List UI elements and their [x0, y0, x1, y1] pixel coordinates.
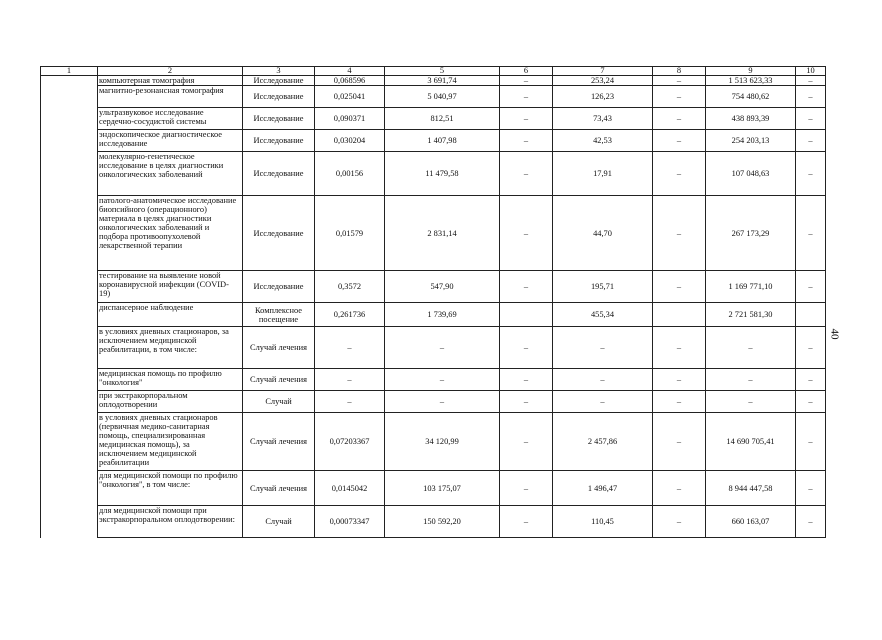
- value-cell-c5: –: [385, 391, 500, 413]
- value-cell-c8: –: [653, 108, 706, 130]
- value-cell-c10: –: [796, 130, 826, 152]
- value-cell-c7: 2 457,86: [553, 413, 653, 471]
- value-cell-c4: 0,3572: [315, 271, 385, 303]
- value-cell-c5: 103 175,07: [385, 471, 500, 506]
- row-name: компьютерная томография: [98, 76, 243, 86]
- value-cell-c5: 2 831,14: [385, 196, 500, 271]
- value-cell-c7: –: [553, 391, 653, 413]
- value-cell-c5: 1 407,98: [385, 130, 500, 152]
- row-name: тестирование на выявление новой коронавирусной инфекции (COVID-19): [98, 271, 243, 303]
- value-cell-c6: –: [500, 196, 553, 271]
- value-cell-c10: –: [796, 327, 826, 369]
- table-row: [41, 76, 826, 86]
- column-number: 2: [98, 67, 243, 76]
- blank-cell: [41, 152, 98, 196]
- row-name: в условиях дневных стационаров (первичная медико-санитарная помощь, специализированная медицинская помощь), за исключением медицинской реабилитации: [98, 413, 243, 471]
- row-unit: Исследование: [243, 76, 315, 86]
- row-unit: Случай лечения: [243, 369, 315, 391]
- row-unit: Исследование: [243, 108, 315, 130]
- row-name: при экстракорпоральном оплодотворении: [98, 391, 243, 413]
- value-cell-c7: 73,43: [553, 108, 653, 130]
- table-row: [41, 130, 826, 152]
- value-cell-c6: –: [500, 391, 553, 413]
- value-cell-c4: 0,00156: [315, 152, 385, 196]
- value-cell-c7: –: [553, 369, 653, 391]
- table-row: [41, 413, 826, 471]
- value-cell-c9: 267 173,29: [706, 196, 796, 271]
- value-cell-c9: 660 163,07: [706, 506, 796, 538]
- row-name: медицинская помощь по профилю "онкология": [98, 369, 243, 391]
- value-cell-c8: –: [653, 130, 706, 152]
- row-name: для медицинской помощи при экстракорпоральном оплодотворении:: [98, 506, 243, 538]
- table-row: [41, 86, 826, 108]
- table-row: [41, 303, 826, 327]
- row-unit: Комплексное посещение: [243, 303, 315, 327]
- value-cell-c4: –: [315, 369, 385, 391]
- value-cell-c9: –: [706, 369, 796, 391]
- value-cell-c8: –: [653, 391, 706, 413]
- value-cell-c9: 1 513 623,33: [706, 76, 796, 86]
- value-cell-c6: –: [500, 506, 553, 538]
- value-cell-c4: 0,00073347: [315, 506, 385, 538]
- value-cell-c6: –: [500, 76, 553, 86]
- value-cell-c6: –: [500, 369, 553, 391]
- row-name: для медицинской помощи по профилю "онкология", в том числе:: [98, 471, 243, 506]
- row-unit: Исследование: [243, 86, 315, 108]
- row-name: магнитно-резонансная томография: [98, 86, 243, 108]
- blank-cell: [41, 506, 98, 538]
- value-cell-c10: –: [796, 471, 826, 506]
- value-cell-c6: –: [500, 327, 553, 369]
- value-cell-c8: –: [653, 152, 706, 196]
- row-unit: Исследование: [243, 271, 315, 303]
- blank-cell: [41, 271, 98, 303]
- row-name: в условиях дневных стационаров, за исключением медицинской реабилитации, в том числе:: [98, 327, 243, 369]
- column-number: 10: [796, 67, 826, 76]
- value-cell-c10: –: [796, 271, 826, 303]
- row-unit: Случай лечения: [243, 471, 315, 506]
- value-cell-c6: –: [500, 413, 553, 471]
- value-cell-c7: –: [553, 327, 653, 369]
- value-cell-c5: –: [385, 327, 500, 369]
- value-cell-c7: 126,23: [553, 86, 653, 108]
- blank-cell: [41, 196, 98, 271]
- value-cell-c8: –: [653, 327, 706, 369]
- column-number: 4: [315, 67, 385, 76]
- value-cell-c8: [653, 303, 706, 327]
- value-cell-c4: 0,030204: [315, 130, 385, 152]
- value-cell-c7: 17,91: [553, 152, 653, 196]
- blank-cell: [41, 327, 98, 369]
- row-unit: Случай лечения: [243, 327, 315, 369]
- value-cell-c5: –: [385, 369, 500, 391]
- value-cell-c4: 0,025041: [315, 86, 385, 108]
- value-cell-c5: 11 479,58: [385, 152, 500, 196]
- value-cell-c7: 455,34: [553, 303, 653, 327]
- value-cell-c10: –: [796, 152, 826, 196]
- column-number: 7: [553, 67, 653, 76]
- column-number: 5: [385, 67, 500, 76]
- column-number: 6: [500, 67, 553, 76]
- column-number: 8: [653, 67, 706, 76]
- value-cell-c8: –: [653, 86, 706, 108]
- value-cell-c7: 1 496,47: [553, 471, 653, 506]
- blank-cell: [41, 413, 98, 471]
- value-cell-c10: –: [796, 108, 826, 130]
- row-name: ультразвуковое исследование сердечно-сосудистой системы: [98, 108, 243, 130]
- value-cell-c10: –: [796, 76, 826, 86]
- value-cell-c8: –: [653, 506, 706, 538]
- value-cell-c4: –: [315, 391, 385, 413]
- table-row: [41, 391, 826, 413]
- blank-cell: [41, 369, 98, 391]
- page-number: 40: [828, 328, 841, 340]
- value-cell-c10: –: [796, 413, 826, 471]
- value-cell-c8: –: [653, 369, 706, 391]
- value-cell-c10: –: [796, 391, 826, 413]
- value-cell-c8: –: [653, 471, 706, 506]
- table-row: [41, 108, 826, 130]
- tariff-table: [40, 66, 826, 538]
- value-cell-c6: –: [500, 152, 553, 196]
- value-cell-c10: –: [796, 506, 826, 538]
- row-unit: Случай: [243, 391, 315, 413]
- value-cell-c6: –: [500, 471, 553, 506]
- value-cell-c4: 0,068596: [315, 76, 385, 86]
- value-cell-c7: 195,71: [553, 271, 653, 303]
- row-name: патолого-анатомическое исследование биопсийного (операционного) материала в целях диагностики онкологических заболеваний и подбора противоопухолевой лекарственной терапии: [98, 196, 243, 271]
- value-cell-c9: 107 048,63: [706, 152, 796, 196]
- value-cell-c8: –: [653, 196, 706, 271]
- value-cell-c9: 754 480,62: [706, 86, 796, 108]
- value-cell-c10: –: [796, 196, 826, 271]
- value-cell-c4: –: [315, 327, 385, 369]
- column-number-row: [41, 67, 826, 76]
- table-row: [41, 369, 826, 391]
- value-cell-c9: 1 169 771,10: [706, 271, 796, 303]
- column-number: 1: [41, 67, 98, 76]
- blank-cell: [41, 76, 98, 86]
- blank-cell: [41, 471, 98, 506]
- value-cell-c7: 42,53: [553, 130, 653, 152]
- value-cell-c9: 8 944 447,58: [706, 471, 796, 506]
- value-cell-c8: –: [653, 271, 706, 303]
- column-number: 3: [243, 67, 315, 76]
- row-name: молекулярно-генетическое исследование в целях диагностики онкологических заболеваний: [98, 152, 243, 196]
- value-cell-c4: 0,0145042: [315, 471, 385, 506]
- value-cell-c7: 110,45: [553, 506, 653, 538]
- value-cell-c9: –: [706, 391, 796, 413]
- column-number: 9: [706, 67, 796, 76]
- value-cell-c9: 2 721 581,30: [706, 303, 796, 327]
- value-cell-c5: 547,90: [385, 271, 500, 303]
- blank-cell: [41, 391, 98, 413]
- value-cell-c4: 0,261736: [315, 303, 385, 327]
- value-cell-c4: 0,090371: [315, 108, 385, 130]
- value-cell-c10: [796, 303, 826, 327]
- blank-cell: [41, 86, 98, 108]
- table-row: [41, 271, 826, 303]
- value-cell-c6: –: [500, 130, 553, 152]
- row-name: диспансерное наблюдение: [98, 303, 243, 327]
- row-unit: Исследование: [243, 130, 315, 152]
- table-row: [41, 471, 826, 506]
- table-row: [41, 196, 826, 271]
- blank-cell: [41, 108, 98, 130]
- value-cell-c5: 34 120,99: [385, 413, 500, 471]
- value-cell-c10: –: [796, 86, 826, 108]
- value-cell-c6: –: [500, 271, 553, 303]
- value-cell-c8: –: [653, 413, 706, 471]
- row-unit: Исследование: [243, 196, 315, 271]
- value-cell-c6: [500, 303, 553, 327]
- value-cell-c4: 0,07203367: [315, 413, 385, 471]
- value-cell-c6: –: [500, 86, 553, 108]
- blank-cell: [41, 303, 98, 327]
- value-cell-c5: 150 592,20: [385, 506, 500, 538]
- value-cell-c7: 44,70: [553, 196, 653, 271]
- row-unit: Случай лечения: [243, 413, 315, 471]
- value-cell-c5: 3 691,74: [385, 76, 500, 86]
- table-row: [41, 152, 826, 196]
- row-name: эндоскопическое диагностическое исследование: [98, 130, 243, 152]
- table-row: [41, 506, 826, 538]
- table-row: [41, 327, 826, 369]
- value-cell-c5: 812,51: [385, 108, 500, 130]
- row-unit: Исследование: [243, 152, 315, 196]
- value-cell-c9: –: [706, 327, 796, 369]
- value-cell-c5: 1 739,69: [385, 303, 500, 327]
- value-cell-c9: 14 690 705,41: [706, 413, 796, 471]
- value-cell-c4: 0,01579: [315, 196, 385, 271]
- value-cell-c9: 438 893,39: [706, 108, 796, 130]
- value-cell-c9: 254 203,13: [706, 130, 796, 152]
- value-cell-c5: 5 040,97: [385, 86, 500, 108]
- row-unit: Случай: [243, 506, 315, 538]
- blank-cell: [41, 130, 98, 152]
- value-cell-c7: 253,24: [553, 76, 653, 86]
- value-cell-c10: –: [796, 369, 826, 391]
- value-cell-c8: –: [653, 76, 706, 86]
- value-cell-c6: –: [500, 108, 553, 130]
